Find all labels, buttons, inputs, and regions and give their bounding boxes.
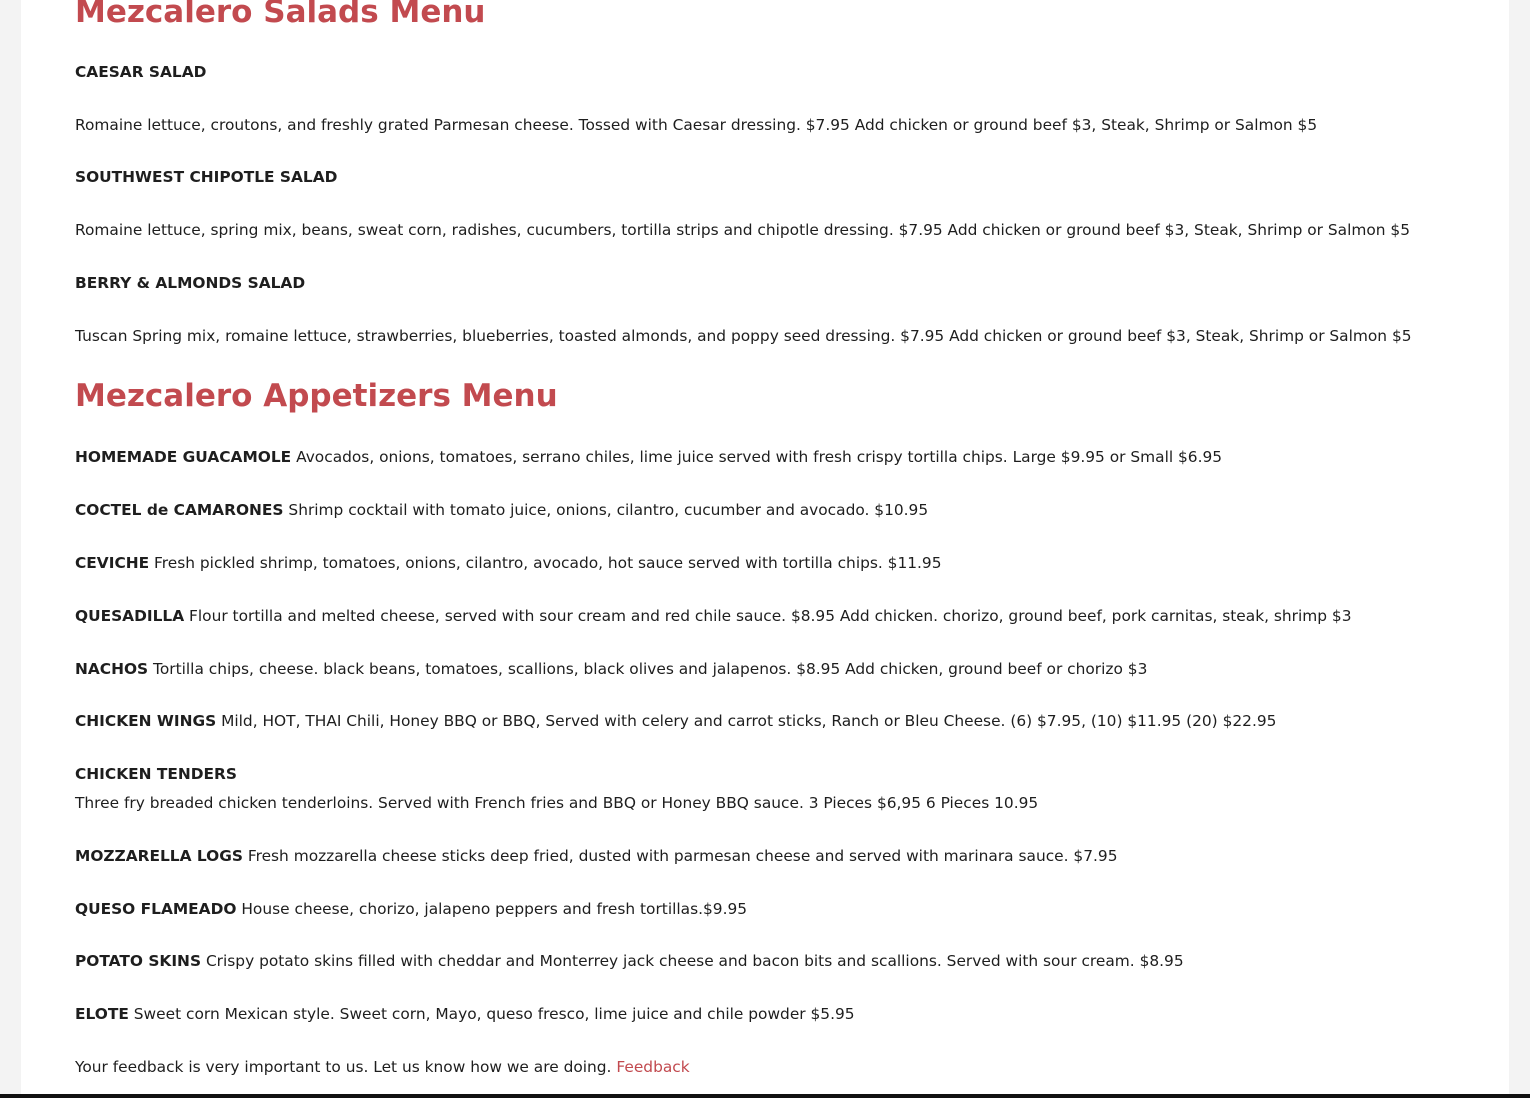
appetizers-heading: Mezcalero Appetizers Menu [75,378,558,414]
menu-item-nachos [75,658,1147,680]
menu-item-name: BERRY & ALMONDS SALAD [75,274,306,292]
feedback-text: Your feedback is very important to us. Let us know how we are doing. [75,1058,612,1076]
menu-item-southwest-chipotle-salad-description: Romaine lettuce, spring mix, beans, sweat corn, radishes, cucumbers, tortilla strips and chipotle dressing. $7.95 Add chicken or ground beef $3, Steak, Shrimp or Salmon $5 [75,221,1410,239]
menu-item-description: Avocados, onions, tomatoes, serrano chiles, lime juice served with fresh crispy tortilla chips. Large $9.95 or Small $6.95 [296,448,1223,466]
menu-item-chicken-tenders-description: Three fry breaded chicken tenderloins. Served with French fries and BBQ or Honey BBQ sauce. 3 Pieces $6,95 6 Pieces 10.95 [75,794,1039,812]
menu-item-name: CAESAR SALAD [75,63,207,81]
menu-item-description: Fresh pickled shrimp, tomatoes, onions, cilantro, avocado, hot sauce served with tortilla chips. $11.95 [154,554,942,572]
salads-heading: Mezcalero Salads Menu [75,0,486,30]
menu-item-name: SOUTHWEST CHIPOTLE SALAD [75,168,338,186]
menu-item-mozzarella-logs [75,845,1117,867]
menu-item-caesar-salad-description: Romaine lettuce, croutons, and freshly grated Parmesan cheese. Tossed with Caesar dressing. $7.95 Add chicken or ground beef $3, Steak, Shrimp or Salmon $5 [75,116,1318,134]
bottom-border [0,1094,1530,1098]
menu-item-potato-skins [75,950,1184,972]
menu-item-chicken-tenders-name [75,763,237,785]
menu-item-homemade-guacamole [75,446,1222,468]
menu-item-name: CHICKEN TENDERS [75,765,237,783]
menu-item-description: Flour tortilla and melted cheese, served with sour cream and red chile sauce. $8.95 Add chicken. chorizo, ground beef, pork carnitas, steak, shrimp $3 [189,607,1352,625]
page-container [21,0,1509,1094]
menu-item-elote [75,1003,855,1025]
menu-item-description: Sweet corn Mexican style. Sweet corn, Mayo, queso fresco, lime juice and chile powder $5.95 [133,1005,855,1023]
feedback-line [75,1056,690,1078]
menu-item-name: ELOTE [75,1005,129,1023]
menu-item-description: Fresh mozzarella cheese sticks deep fried, dusted with parmesan cheese and served with marinara sauce. $7.95 [247,847,1118,865]
menu-item-name: COCTEL de CAMARONES [75,501,284,519]
menu-item-southwest-chipotle-salad-name [75,166,337,188]
menu-item-name: QUESADILLA [75,607,185,625]
menu-item-name: CHICKEN WINGS [75,712,217,730]
menu-item-chicken-wings [75,710,1276,732]
menu-item-queso-flameado [75,898,747,920]
menu-item-description: Shrimp cocktail with tomato juice, onions, cilantro, cucumber and avocado. $10.95 [288,501,929,519]
menu-item-name: CEVICHE [75,554,150,572]
menu-item-name: HOMEMADE GUACAMOLE [75,448,292,466]
menu-item-ceviche [75,552,942,574]
menu-item-name: NACHOS [75,660,149,678]
menu-item-description: Crispy potato skins filled with cheddar and Monterrey jack cheese and bacon bits and scallions. Served with sour cream. $8.95 [205,952,1184,970]
menu-item-caesar-salad-name [75,61,206,83]
menu-item-name: POTATO SKINS [75,952,202,970]
menu-item-quesadilla [75,605,1352,627]
menu-item-description: Mild, HOT, THAI Chili, Honey BBQ or BBQ, Served with celery and carrot sticks, Ranch or Bleu Cheese. (6) $7.95, (10) $11.95 (20) $22.95 [221,712,1277,730]
menu-item-coctel-de-camarones [75,499,928,521]
menu-item-berry-almonds-salad-name [75,272,305,294]
menu-item-berry-almonds-salad-description: Tuscan Spring mix, romaine lettuce, strawberries, blueberries, toasted almonds, and poppy seed dressing. $7.95 Add chicken or ground beef $3, Steak, Shrimp or Salmon $5 [75,327,1412,345]
menu-item-description: Tortilla chips, cheese. black beans, tomatoes, scallions, black olives and jalapenos. $8.95 Add chicken, ground beef or chorizo $3 [153,660,1148,678]
menu-item-name: QUESO FLAMEADO [75,900,237,918]
menu-item-name: MOZZARELLA LOGS [75,847,243,865]
menu-item-description: House cheese, chorizo, jalapeno peppers and fresh tortillas.$9.95 [241,900,748,918]
feedback-link[interactable]: Feedback [616,1058,690,1076]
